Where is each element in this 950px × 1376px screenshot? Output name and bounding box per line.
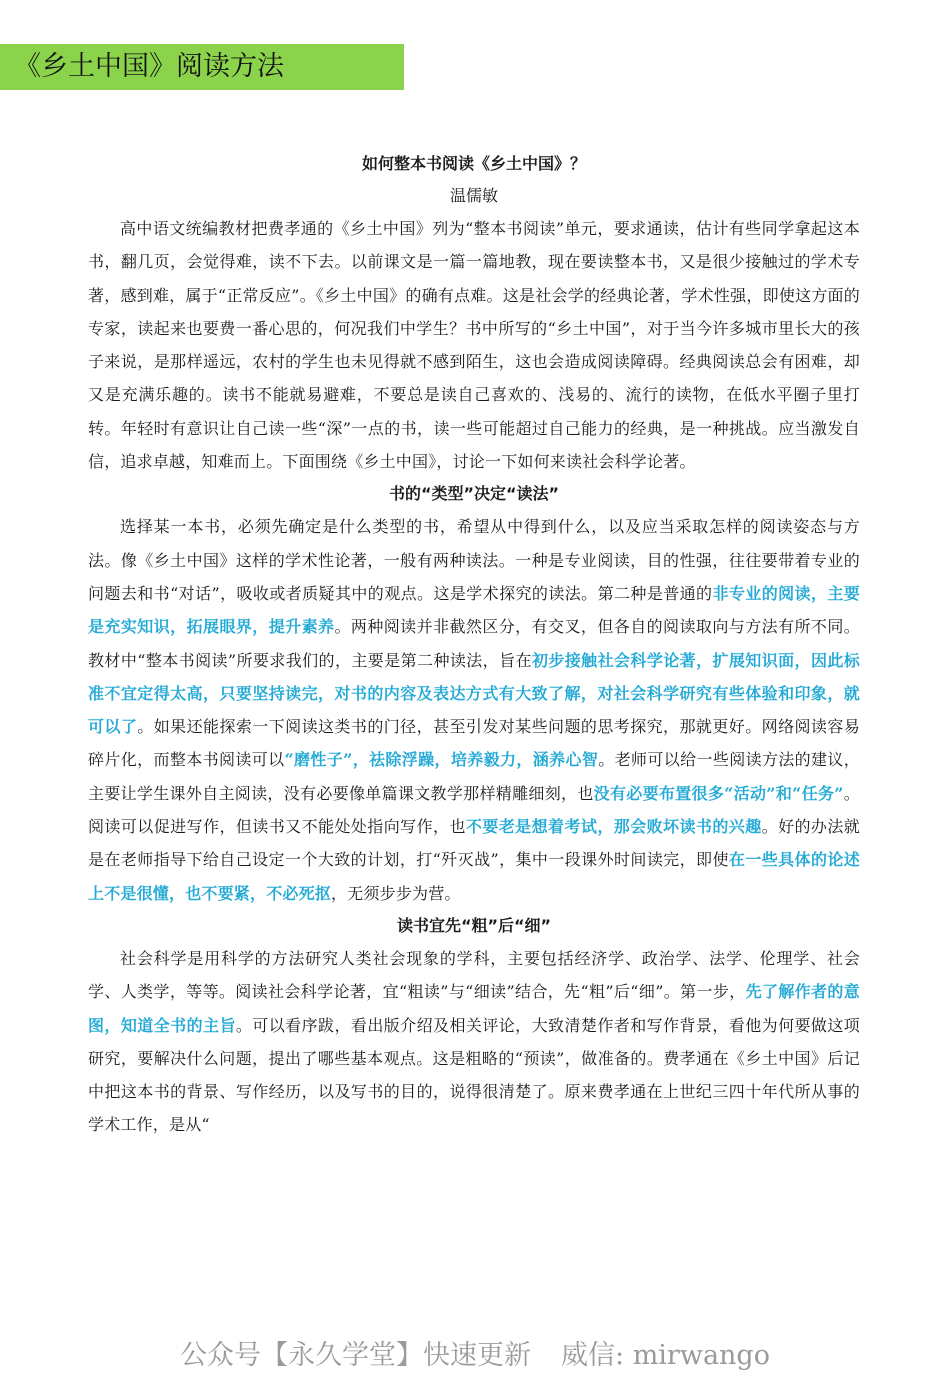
body-text: 。如果还能探索一下阅读这类书的门径，甚至引发对某些问题的思考探究，那就更好。网络阅读容易碎片化，而整本书阅读可以 (88, 717, 860, 770)
body-text: 。可以看序跋，看出版介绍及相关评论，大致清楚作者和写作背景，看他为何要做这项研究，要解决什么问题，提出了哪些基本观点。这是粗略的“预读”，做准备的。费孝通在《乡土中国》后记中把这本书的背景、写作经历，以及写书的目的，说得很清楚了。原来费孝通在上世纪三四十年代所从事的学术工作，是从“ (88, 1015, 860, 1135)
article-author: 温儒敏 (449, 186, 498, 205)
article-title: 如何整本书阅读《乡土中国》？ (361, 154, 586, 173)
footer-wechat-text: 威信: mirwango (561, 1340, 770, 1371)
body-text: 选择某一本书，必须先确定是什么类型的书，希望从中得到什么，以及应当采取怎样的阅读姿态与方法。像《乡土中国》这样的学术性论著，一般有两种读法。一种是专业阅读，目的性强，往往要带着专业的问题去和书“对话”，吸收或者质疑其中的观点。这是学术探究的读法。第二种是普通的 (88, 517, 860, 603)
section-heading-reading-type: 书的“类型”决定“读法” (388, 484, 560, 504)
section-paragraph-rough-then-fine (88, 942, 860, 1142)
body-text: 高中语文统编教材把费孝通的《乡土中国》列为“整本书阅读”单元，要求通读，估计有些同学拿起这本书，翻几页，会觉得难，读不下去。以前课文是一篇一篇地教，现在要读整本书，又是很少接触过的学术专著，感到难，属于“正常反应”。《乡土中国》的确有点难。这是社会学的经典论著，学术性强，即使这方面的专家，读起来也要费一番心思的，何况我们中学生？书中所写的“乡土中国”，对于当今许多城市里长大的孩子来说，是那样遥远，农村的学生也未见得就不感到陌生，这也会造成阅读障碍。经典阅读总会有困难，却又是充满乐趣的。读书不能就易避难，不要总是读自己喜欢的、浅易的、流行的读物，在低水平圈子里打转。年轻时有意识让自己读一些“深”一点的书，读一些可能超过自己能力的经典，是一种挑战。应当激发自信，追求卓越，知难而上。下面围绕《乡土中国》，讨论一下如何来读社会科学论著。 (88, 219, 860, 472)
highlighted-text: 初步接触社会科学论著，扩展知识面，因此标准不宜定得太高，只要坚持读完，对书的内容及表达方式有大致了解，对社会科学研究有些体验和印象，就可以了 (88, 650, 860, 737)
highlighted-text: 没有必要布置很多“活动”和“任务” (593, 783, 844, 803)
article (88, 148, 860, 1142)
body-text: 。老师可以给一些阅读方法的建议，主要让学生课外自主阅读，没有必要像单篇课文教学那样精雕细刻，也 (88, 750, 860, 803)
highlighted-text: 非专业的阅读，主要是充实知识，拓展眼界，提升素养 (88, 583, 860, 637)
section-paragraph-reading-type (88, 510, 860, 910)
highlighted-text: 不要老是想着考试，那会败坏读书的兴趣 (465, 817, 762, 837)
highlighted-text: “磨性子”，祛除浮躁，培养毅力，涵养心智 (284, 750, 599, 770)
section-heading-rough-then-fine: 读书宜先“粗”后“细” (396, 915, 552, 935)
body-text: 。两种阅读并非截然区分，有交叉，但各自的阅读取向与方法有所不同。教材中“整本书阅读”所要求我们的，主要是第二种读法，旨在 (88, 617, 860, 670)
page-title: 《乡土中国》阅读方法 (14, 51, 284, 82)
footer-account-text: 公众号【永久学堂】快速更新 (180, 1340, 532, 1371)
highlighted-text: 先了解作者的意图，知道全书的主旨 (88, 982, 860, 1035)
body-text: ，无须步步为营。 (331, 883, 461, 903)
body-text: 。阅读可以促进写作，但读书又不能处处指向写作，也 (88, 783, 860, 837)
intro-paragraph (88, 212, 860, 478)
footer-watermark (0, 1336, 950, 1376)
body-text: 。好的办法就是在老师指导下给自己设定一个大致的计划，打“歼灭战”，集中一段课外时间读完，即使 (88, 817, 860, 870)
title-banner (0, 44, 404, 90)
highlighted-text: 在一些具体的论述上不是很懂，也不要紧，不必死抠 (88, 850, 860, 903)
body-text: 社会科学是用科学的方法研究人类社会现象的学科，主要包括经济学、政治学、法学、伦理学、社会学、人类学，等等。阅读社会科学论著，宜“粗读”与“细读”结合，先“粗”后“细”。第一步， (88, 948, 860, 1002)
